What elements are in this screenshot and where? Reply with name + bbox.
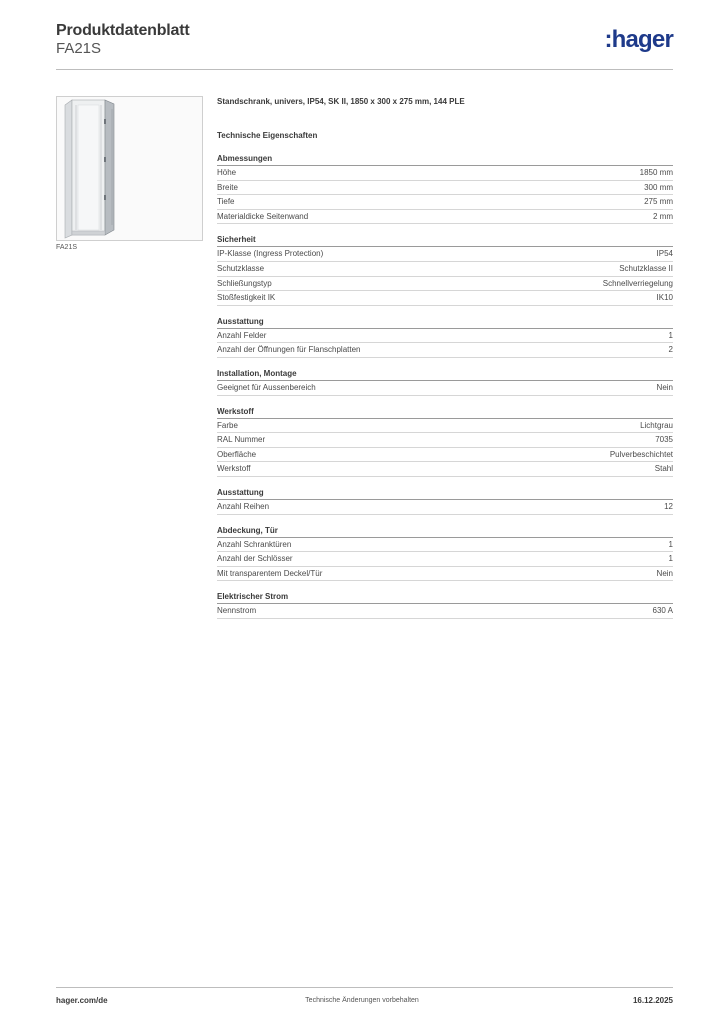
section-title: Installation, Montage	[217, 367, 673, 381]
spec-value: Nein	[656, 382, 673, 392]
spec-value: Stahl	[654, 464, 673, 474]
spec-row	[217, 604, 673, 619]
spec-label: Farbe	[217, 420, 238, 430]
spec-section	[217, 315, 673, 358]
spec-row	[217, 247, 673, 262]
spec-section	[217, 486, 673, 515]
spec-label: Tiefe	[217, 197, 235, 207]
spec-label: Anzahl Reihen	[217, 501, 270, 511]
spec-sections	[217, 152, 673, 619]
footer-date: 16.12.2025	[632, 996, 673, 1005]
spec-label: Schutzklasse	[217, 263, 265, 273]
spec-value: 630 A	[652, 606, 673, 616]
spec-label: Mit transparentem Deckel/Tür	[217, 568, 323, 578]
section-title: Werkstoff	[217, 405, 673, 419]
spec-section	[217, 152, 673, 224]
spec-row	[217, 433, 673, 448]
spec-label: Anzahl der Öffnungen für Flanschplatten	[217, 345, 361, 355]
spec-value: Lichtgrau	[640, 420, 673, 430]
spec-label: Anzahl Schranktüren	[217, 539, 292, 549]
page-header	[56, 20, 673, 70]
product-code: FA21S	[56, 40, 102, 57]
spec-row	[217, 419, 673, 434]
spec-label: Werkstoff	[217, 464, 251, 474]
spec-value: 1	[668, 539, 673, 549]
document-title: Produktdatenblatt	[56, 22, 190, 39]
image-caption: FA21S	[56, 244, 78, 251]
spec-value: 7035	[655, 435, 673, 445]
spec-section	[217, 367, 673, 396]
spec-row	[217, 181, 673, 196]
section-title: Ausstattung	[217, 486, 673, 500]
cabinet-illustration	[57, 97, 202, 240]
spec-value: 1	[668, 554, 673, 564]
spec-value: IK10	[656, 293, 673, 303]
spec-value: 12	[664, 501, 673, 511]
spec-row	[217, 210, 673, 225]
spec-value: 2	[668, 345, 673, 355]
spec-value: 300 mm	[644, 182, 673, 192]
hager-logo: :hager	[604, 26, 673, 53]
header-divider	[56, 69, 673, 70]
spec-value: 1850 mm	[639, 168, 673, 177]
spec-row	[217, 538, 673, 553]
footer-website: hager.com/de	[56, 996, 108, 1005]
spec-row	[217, 567, 673, 582]
spec-value: Nein	[656, 568, 673, 578]
spec-label: Geeignet für Aussenbereich	[217, 382, 316, 392]
spec-value: 2 mm	[653, 211, 673, 221]
spec-section	[217, 233, 673, 305]
product-description: Standschrank, univers, IP54, SK II, 1850 x 300 x 275 mm, 144 PLE	[217, 97, 465, 106]
spec-value: Schnellverriegelung	[602, 278, 673, 288]
spec-label: IP-Klasse (Ingress Protection)	[217, 249, 324, 259]
footer-divider	[56, 987, 673, 988]
spec-row	[217, 329, 673, 344]
spec-row	[217, 500, 673, 515]
spec-label: Materialdicke Seitenwand	[217, 211, 309, 221]
spec-row	[217, 166, 673, 181]
spec-label: Breite	[217, 182, 238, 192]
section-title: Elektrischer Strom	[217, 590, 673, 604]
spec-label: Höhe	[217, 168, 237, 177]
spec-section	[217, 590, 673, 619]
spec-label: Anzahl der Schlösser	[217, 554, 293, 564]
section-title: Ausstattung	[217, 315, 673, 329]
product-image	[56, 96, 203, 241]
spec-row	[217, 448, 673, 463]
spec-label: Schließungstyp	[217, 278, 272, 288]
section-title: Sicherheit	[217, 233, 673, 247]
spec-row	[217, 262, 673, 277]
spec-value: Pulverbeschichtet	[609, 449, 673, 459]
spec-label: Anzahl Felder	[217, 330, 267, 340]
spec-section	[217, 524, 673, 582]
spec-row	[217, 195, 673, 210]
section-title: Abmessungen	[217, 152, 673, 166]
spec-label: Stoßfestigkeit IK	[217, 293, 276, 303]
spec-row	[217, 277, 673, 292]
spec-value: 1	[668, 330, 673, 340]
section-title: Abdeckung, Tür	[217, 524, 673, 538]
spec-value: Schutzklasse II	[619, 263, 673, 273]
spec-row	[217, 343, 673, 358]
technical-properties-heading: Technische Eigenschaften	[217, 131, 318, 140]
spec-section	[217, 405, 673, 477]
spec-label: Nennstrom	[217, 606, 257, 616]
spec-label: RAL Nummer	[217, 435, 266, 445]
spec-label: Oberfläche	[217, 449, 257, 459]
spec-value: 275 mm	[644, 197, 673, 207]
footer-disclaimer: Technische Änderungen vorbehalten	[305, 997, 419, 1004]
spec-row	[217, 552, 673, 567]
product-specifications	[217, 95, 673, 619]
spec-row	[217, 381, 673, 396]
spec-value: IP54	[656, 249, 673, 259]
spec-row	[217, 462, 673, 477]
spec-row	[217, 291, 673, 306]
